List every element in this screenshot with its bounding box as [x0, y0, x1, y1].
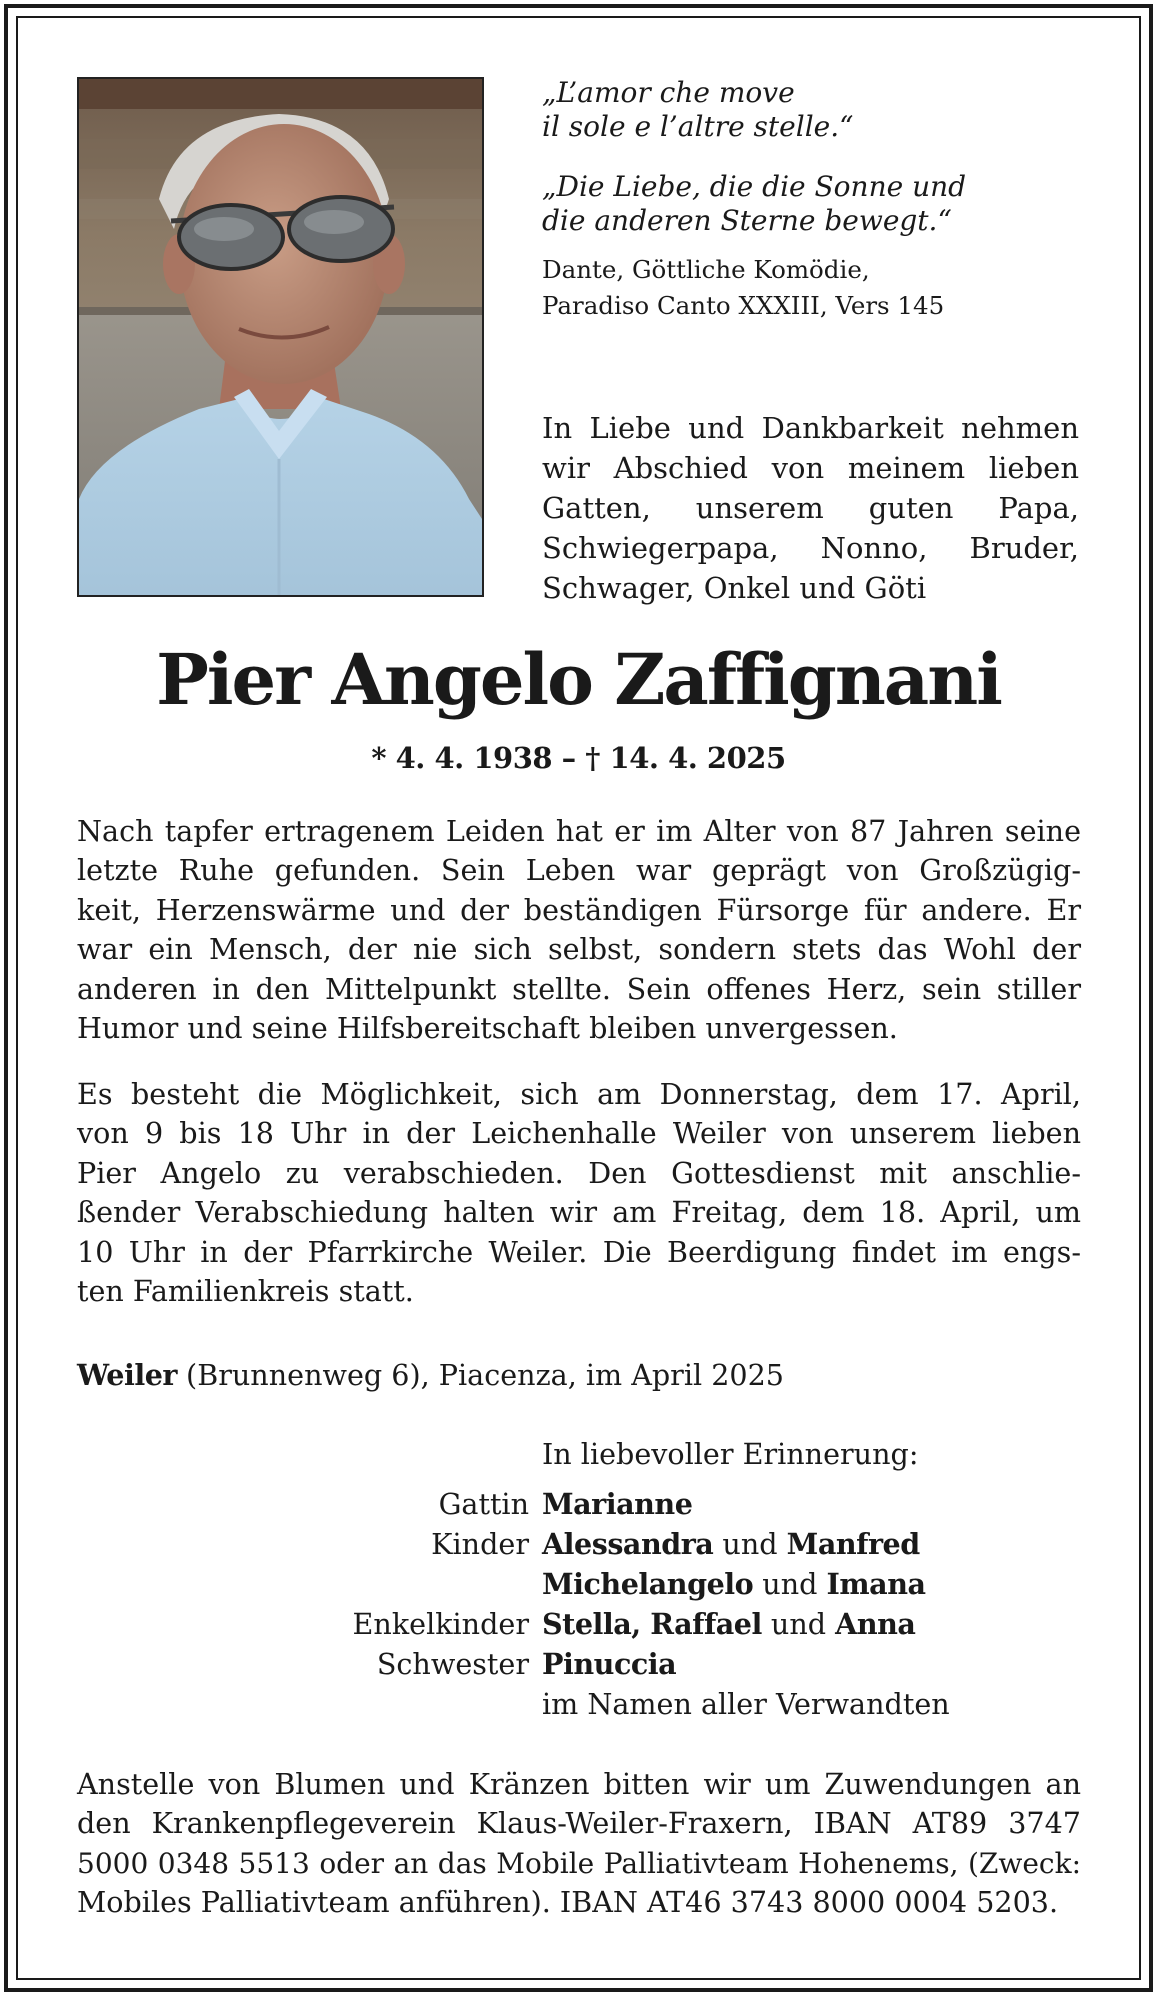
family-names: [542, 1484, 692, 1524]
conjunction: und: [761, 1607, 836, 1641]
family-names: [542, 1564, 926, 1604]
place-town: Weiler: [77, 1358, 177, 1392]
paragraph-line: 5000 0348 5513 oder an das Mobile Palliativteam Hohenems, (Zweck:: [77, 1846, 1081, 1880]
quote-line: „L’amor che move: [542, 76, 795, 109]
source-line: Dante, Göttliche Komödie,: [542, 255, 870, 284]
paragraph-line: 10 Uhr in der Pfarrkirche Weiler. Die Beerdigung findet im engs-: [77, 1234, 1081, 1269]
quote-line: „Die Liebe, die die Sonne und: [542, 170, 967, 203]
paragraph-line: Humor und seine Hilfsbereitschaft bleiben unvergessen.: [77, 1011, 898, 1046]
family-row-children-2: [0, 1564, 1157, 1604]
family-row-sister: [0, 1644, 1157, 1684]
family-row-spouse: [0, 1484, 1157, 1524]
family-name: Anna: [835, 1607, 916, 1641]
quote-source: [542, 252, 1082, 324]
quote-line: il sole e l’altre stelle.“: [542, 110, 854, 143]
paragraph-line: keit, Herzenswärme und der beständigen Fürsorge für andere. Er: [77, 892, 1081, 927]
relation-label: Schwester: [376, 1647, 529, 1681]
conjunction: und: [713, 1527, 787, 1561]
paragraph-line: Anstelle von Blumen und Kränzen bitten wir um Zuwendungen an: [77, 1767, 1081, 1801]
place-rest: (Brunnenweg 6), Piacenza, im April 2025: [176, 1358, 784, 1392]
paragraph-line: ten Familienkreis statt.: [77, 1274, 414, 1309]
family-row-grandchildren: [0, 1604, 1157, 1644]
family-name: Stella, Raffael: [542, 1607, 762, 1641]
family-name: Marianne: [542, 1487, 693, 1521]
portrait-photo: [77, 77, 484, 597]
dante-quote-german: [542, 170, 1082, 238]
conjunction: und: [753, 1567, 827, 1601]
deceased-name: Pier Angelo Zaffignani: [156, 638, 1001, 721]
relation-label: Kinder: [431, 1527, 529, 1561]
paragraph-line: ßender Verabschiedung halten wir am Freitag, dem 18. April, um: [77, 1195, 1081, 1230]
family-name: Imana: [826, 1567, 926, 1601]
intro-line: Gatten, unserem guten Papa,: [542, 491, 1079, 525]
family-names: [542, 1524, 920, 1564]
family-row-children: [0, 1524, 1157, 1564]
place-and-date: [77, 1355, 784, 1395]
relation-label: Gattin: [438, 1487, 529, 1521]
paragraph-line: Mobiles Palliativteam anführen). IBAN AT46 3743 8000 0004 5203.: [77, 1885, 1059, 1920]
family-name: Pinuccia: [542, 1647, 677, 1681]
family-closing: im Namen aller Verwandten: [542, 1687, 950, 1721]
family-row-closing: [0, 1684, 1157, 1724]
funeral-details-paragraph: [77, 1075, 1081, 1311]
family-names: [542, 1644, 676, 1684]
life-paragraph: [77, 812, 1081, 1048]
dante-quote-italian: [542, 76, 1082, 144]
memory-heading: In liebevoller Erinnerung:: [542, 1437, 919, 1471]
life-dates: * 4. 4. 1938 – † 14. 4. 2025: [371, 741, 786, 775]
paragraph-line: von 9 bis 18 Uhr in der Leichenhalle Weiler von unserem lieben: [77, 1116, 1081, 1151]
family-name: Manfred: [786, 1527, 920, 1561]
farewell-intro: [542, 408, 1079, 608]
intro-line: In Liebe und Dankbarkeit nehmen: [542, 411, 1079, 445]
paragraph-line: Pier Angelo zu verabschieden. Den Gottesdienst mit anschlie-: [77, 1155, 1081, 1190]
paragraph-line: letzte Ruhe gefunden. Sein Leben war geprägt von Großzügig-: [77, 853, 1081, 888]
quote-line: die anderen Sterne bewegt.“: [542, 204, 952, 237]
relation-label: Enkelkinder: [352, 1607, 529, 1641]
family-names: [542, 1604, 915, 1644]
donation-paragraph: [77, 1765, 1081, 1923]
source-line: Paradiso Canto XXXIII, Vers 145: [542, 291, 945, 320]
paragraph-line: Nach tapfer ertragenem Leiden hat er im Alter von 87 Jahren seine: [77, 814, 1081, 848]
paragraph-line: anderen in den Mittelpunkt stellte. Sein offenes Herz, sein stiller: [77, 971, 1081, 1006]
paragraph-line: den Krankenpflegeverein Klaus-Weiler-Fraxern, IBAN AT89 3747: [77, 1806, 1081, 1841]
intro-line: Schwiegerpapa, Nonno, Bruder,: [542, 531, 1079, 565]
paragraph-line: Es besteht die Möglichkeit, sich am Donnerstag, dem 17. April,: [77, 1077, 1081, 1111]
paragraph-line: war ein Mensch, der nie sich selbst, sondern stets das Wohl der: [77, 932, 1081, 967]
intro-line: wir Abschied von meinem lieben: [542, 451, 1079, 485]
family-name: Michelangelo: [542, 1567, 754, 1601]
intro-line: Schwager, Onkel und Göti: [542, 571, 927, 605]
family-name: Alessandra: [542, 1527, 714, 1561]
family-list: [0, 1484, 1157, 1724]
